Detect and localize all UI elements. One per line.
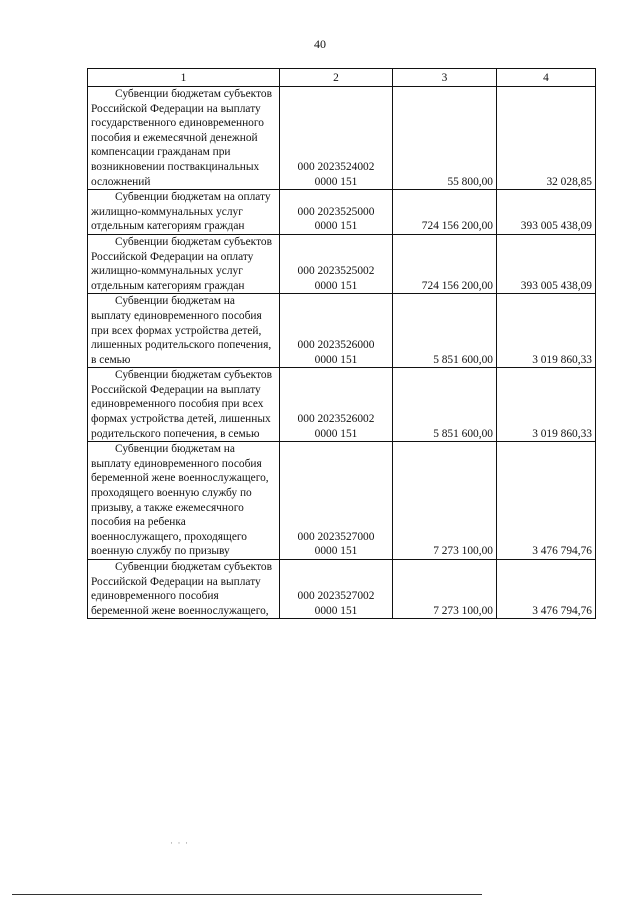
code-line-1: 000 2023524002: [297, 160, 375, 173]
row-description: Субвенции бюджетам на выплату единовременного пособия при всех формах устройства детей, лишенных родительского попечения, в семью: [88, 294, 280, 368]
scan-marks: · · ·: [170, 838, 188, 848]
row-code: [280, 234, 393, 293]
code-line-2: 0000 151: [314, 427, 358, 440]
code-line-1: 000 2023525002: [297, 265, 375, 278]
table-row: [88, 368, 596, 442]
row-executed-amount: 32 028,85: [497, 87, 596, 190]
code-line-1: 000 2023527000: [297, 530, 375, 543]
row-executed-amount: 3 019 860,33: [497, 368, 596, 442]
table-row: [88, 442, 596, 560]
row-description: Субвенции бюджетам субъектов Российской Федерации на выплату государственного единовременного пособия и ежемесячной денежной компенсации гражданам при возникновении поствакцинальных осложнений: [88, 87, 280, 190]
row-code: [280, 190, 393, 235]
row-executed-amount: 3 019 860,33: [497, 294, 596, 368]
row-executed-amount: 3 476 794,76: [497, 442, 596, 560]
row-code: [280, 442, 393, 560]
row-description: Субвенции бюджетам на выплату единовременного пособия беременной жене военнослужащего, проходящего военную службу по призыву, а также ежемесячного пособия на ребенка военнослужащего, проходящего военную службу по призыву: [88, 442, 280, 560]
row-code: [280, 560, 393, 619]
row-code: [280, 368, 393, 442]
table-row: [88, 190, 596, 235]
row-planned-amount: 724 156 200,00: [393, 234, 497, 293]
row-code: [280, 87, 393, 190]
code-line-1: 000 2023527002: [297, 590, 375, 603]
row-planned-amount: 7 273 100,00: [393, 442, 497, 560]
code-line-2: 0000 151: [314, 220, 358, 233]
code-line-2: 0000 151: [314, 353, 358, 366]
code-line-1: 000 2023526002: [297, 413, 375, 426]
code-line-2: 0000 151: [314, 279, 358, 292]
row-executed-amount: 393 005 438,09: [497, 190, 596, 235]
row-executed-amount: 393 005 438,09: [497, 234, 596, 293]
budget-table: [87, 68, 596, 619]
row-planned-amount: 5 851 600,00: [393, 368, 497, 442]
row-executed-amount: 3 476 794,76: [497, 560, 596, 619]
row-planned-amount: 724 156 200,00: [393, 190, 497, 235]
column-header-4: 4: [497, 69, 596, 87]
column-header-3: 3: [393, 69, 497, 87]
row-planned-amount: 7 273 100,00: [393, 560, 497, 619]
row-planned-amount: 55 800,00: [393, 87, 497, 190]
column-header-2: 2: [280, 69, 393, 87]
column-header-1: 1: [88, 69, 280, 87]
table-header-row: [88, 69, 596, 87]
code-line-1: 000 2023526000: [297, 339, 375, 352]
page-number: 40: [314, 37, 326, 51]
row-planned-amount: 5 851 600,00: [393, 294, 497, 368]
row-description: Субвенции бюджетам на оплату жилищно-коммунальных услуг отдельным категориям граждан: [88, 190, 280, 235]
row-description: Субвенции бюджетам субъектов Российской Федерации на выплату единовременного пособия беременной жене военнослужащего,: [88, 560, 280, 619]
code-line-2: 0000 151: [314, 175, 358, 188]
table-row: [88, 87, 596, 190]
table-row: [88, 560, 596, 619]
footer-divider: [12, 894, 482, 895]
row-description: Субвенции бюджетам субъектов Российской Федерации на оплату жилищно-коммунальных услуг отдельным категориям граждан: [88, 234, 280, 293]
row-code: [280, 294, 393, 368]
table-row: [88, 234, 596, 293]
table-row: [88, 294, 596, 368]
code-line-1: 000 2023525000: [297, 205, 375, 218]
row-description: Субвенции бюджетам субъектов Российской Федерации на выплату единовременного пособия при всех формах устройства детей, лишенных родительского попечения, в семью: [88, 368, 280, 442]
code-line-2: 0000 151: [314, 604, 358, 617]
code-line-2: 0000 151: [314, 545, 358, 558]
